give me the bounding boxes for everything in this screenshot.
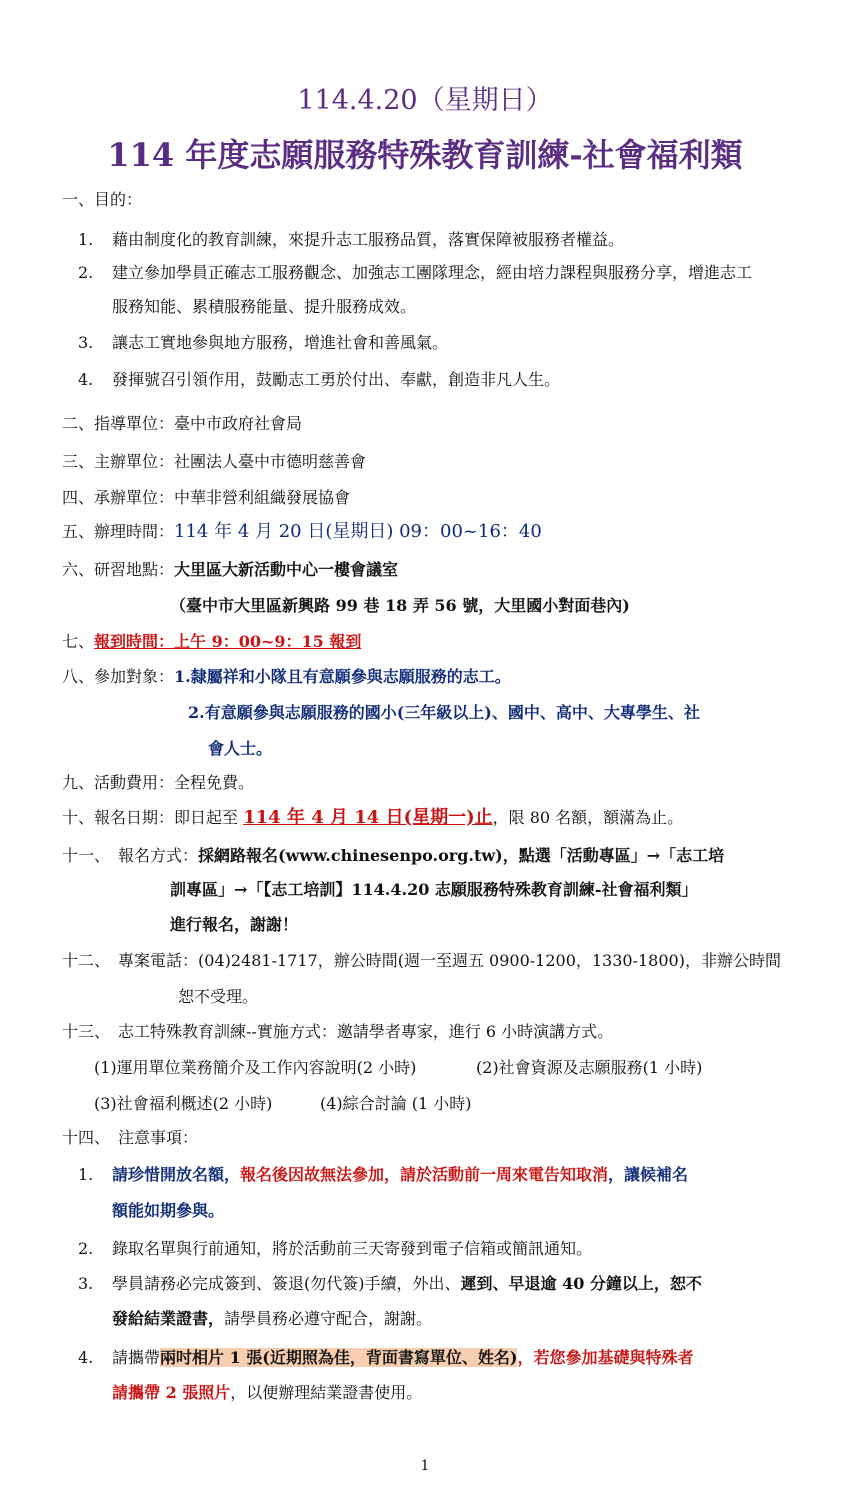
value: 114 年 4 月 20 日(星期日) 09：00~16：40 <box>174 521 542 542</box>
note-4-d: 請攜帶 2 張照片 <box>112 1383 231 1402</box>
participants-item-2: 2.有意願參與志願服務的國小(三年級以上)、國中、高中、大專學生、社 <box>188 703 700 722</box>
participants <box>62 667 511 687</box>
notes-heading: 十四、 注意事項： <box>62 1128 199 1147</box>
note-4-e: ，以便辦理結業證書使用。 <box>230 1383 423 1402</box>
value: 邀請學者專家，進行 6 小時演講方式。 <box>336 1022 614 1041</box>
note-num: 4. <box>78 1348 94 1367</box>
course-2: (2)社會資源及志願服務(1 小時) <box>476 1058 703 1077</box>
note-4-b: 兩吋相片 1 張(近期照為佳，背面書寫單位、姓名) <box>160 1348 518 1367</box>
value: 中華非營利組織發展協會 <box>174 488 351 507</box>
s1-item-text: 服務知能、累積服務能量、提升服務成效。 <box>112 297 417 316</box>
s1-item-num: 1. <box>78 230 94 249</box>
label: 十二、 專案電話： <box>62 951 199 970</box>
s1-item-text: 發揮號召引領作用，鼓勵志工勇於付出、奉獻，創造非凡人生。 <box>112 370 561 389</box>
venue-address: （臺中市大里區新興路 99 巷 18 弄 56 號，大里國小對面巷內) <box>170 596 630 615</box>
document-title: 114 年度志願服務特殊教育訓練-社會福利類 <box>107 136 743 174</box>
note-2: 錄取名單與行前通知，將於活動前三天寄發到電子信箱或簡訊通知。 <box>112 1239 593 1258</box>
page-number: 1 <box>420 1458 430 1474</box>
host-unit <box>62 452 366 472</box>
note-4 <box>112 1348 693 1368</box>
deadline: 114 年 4 月 14 日(星期一)止 <box>243 807 493 828</box>
course-1: (1)運用單位業務簡介及工作內容說明(2 小時) <box>94 1058 417 1077</box>
note-num: 2. <box>78 1239 94 1258</box>
registration-method-cont: 進行報名，謝謝！ <box>170 915 299 934</box>
label: 九、活動費用： <box>62 773 175 792</box>
value: 大里區大新活動中心一樓會議室 <box>174 560 399 579</box>
event-time <box>62 522 542 542</box>
label: 八、參加對象： <box>62 667 175 686</box>
registration-method <box>62 846 724 866</box>
note-3 <box>112 1274 702 1294</box>
value: (04)2481-1717，辦公時間(週一至週五 0900-1200，1330-1800)，非辦公時間 <box>198 951 781 970</box>
training-method <box>62 1022 613 1042</box>
note-1-c: ，讓候補名 <box>608 1165 689 1184</box>
date-heading: 114.4.20（星期日） <box>297 85 553 116</box>
label: 六、研習地點： <box>62 560 175 579</box>
label: 十三、 志工特殊教育訓練--實施方式： <box>62 1022 337 1041</box>
s1-item-text: 建立參加學員正確志工服務觀念、加強志工團隊理念，經由培力課程與服務分享，增進志工 <box>112 263 753 282</box>
course-3: (3)社會福利概述(2 小時) <box>94 1094 273 1113</box>
section-1-heading: 一、目的： <box>62 190 143 209</box>
note-num: 3. <box>78 1274 94 1293</box>
note-4-cont <box>112 1383 422 1403</box>
note-4-c: ，若您參加基礎與特殊者 <box>517 1348 694 1367</box>
label: 十一、 報名方式： <box>62 846 199 865</box>
s1-item-text: 藉由制度化的教育訓練，來提升志工服務品質，落實保障被服務者權益。 <box>112 230 625 249</box>
value: 採網路報名(www.chinesenpo.org.tw)，點選「活動專區」→「志工培 <box>198 846 725 865</box>
fee <box>62 773 254 793</box>
note-num: 1. <box>78 1165 94 1184</box>
note-1-b: 報名後因故無法參加，請於活動前一周來電告知取消 <box>240 1165 609 1184</box>
note-3-a: 學員請務必完成簽到、簽退(勿代簽)手續，外出、 <box>112 1274 461 1293</box>
label: 四、承辦單位： <box>62 488 175 507</box>
s1-item-num: 3. <box>78 333 94 352</box>
note-1-a: 請珍惜開放名額， <box>112 1165 241 1184</box>
label: 三、主辦單位： <box>62 452 175 471</box>
label: 十、報名日期：即日起至 <box>62 808 244 827</box>
registration-deadline <box>62 808 683 828</box>
tail: ，限 80 名額，額滿為止。 <box>492 808 684 827</box>
value: 社團法人臺中市德明慈善會 <box>174 452 367 471</box>
value: 全程免費。 <box>174 773 255 792</box>
check-in-time <box>62 632 361 652</box>
contact-phone <box>62 951 781 971</box>
contact-phone-cont: 恕不受理。 <box>178 987 259 1006</box>
registration-method-cont: 訓專區」→「【志工培訓】114.4.20 志願服務特殊教育訓練-社會福利類」 <box>170 880 698 899</box>
s1-item-text: 讓志工實地參與地方服務，增進社會和善風氣。 <box>112 333 449 352</box>
note-3-d: 請學員務必遵守配合，謝謝。 <box>224 1309 433 1328</box>
note-3-cont <box>112 1309 432 1329</box>
value: 1.隸屬祥和小隊且有意願參與志願服務的志工。 <box>174 667 511 686</box>
guidance-unit <box>62 414 302 434</box>
organizer-unit <box>62 488 350 508</box>
note-1-cont: 額能如期參與。 <box>112 1201 225 1220</box>
course-4: (4)綜合討論 (1 小時) <box>320 1094 472 1113</box>
s1-item-num: 2. <box>78 263 94 282</box>
value: 臺中市政府社會局 <box>174 414 303 433</box>
note-1 <box>112 1165 688 1185</box>
s1-item-num: 4. <box>78 370 94 389</box>
label: 二、指導單位： <box>62 414 175 433</box>
note-4-a: 請攜帶 <box>112 1348 161 1367</box>
label: 七、 <box>62 632 95 651</box>
participants-item-2-cont: 會人士。 <box>208 739 273 758</box>
note-3-c: 發給結業證書， <box>112 1309 225 1328</box>
label: 五、辦理時間： <box>62 522 175 541</box>
venue <box>62 560 398 580</box>
note-3-b: 遲到、早退逾 40 分鐘以上，恕不 <box>460 1274 702 1293</box>
value: 報到時間：上午 9：00~9：15 報到 <box>94 632 362 651</box>
